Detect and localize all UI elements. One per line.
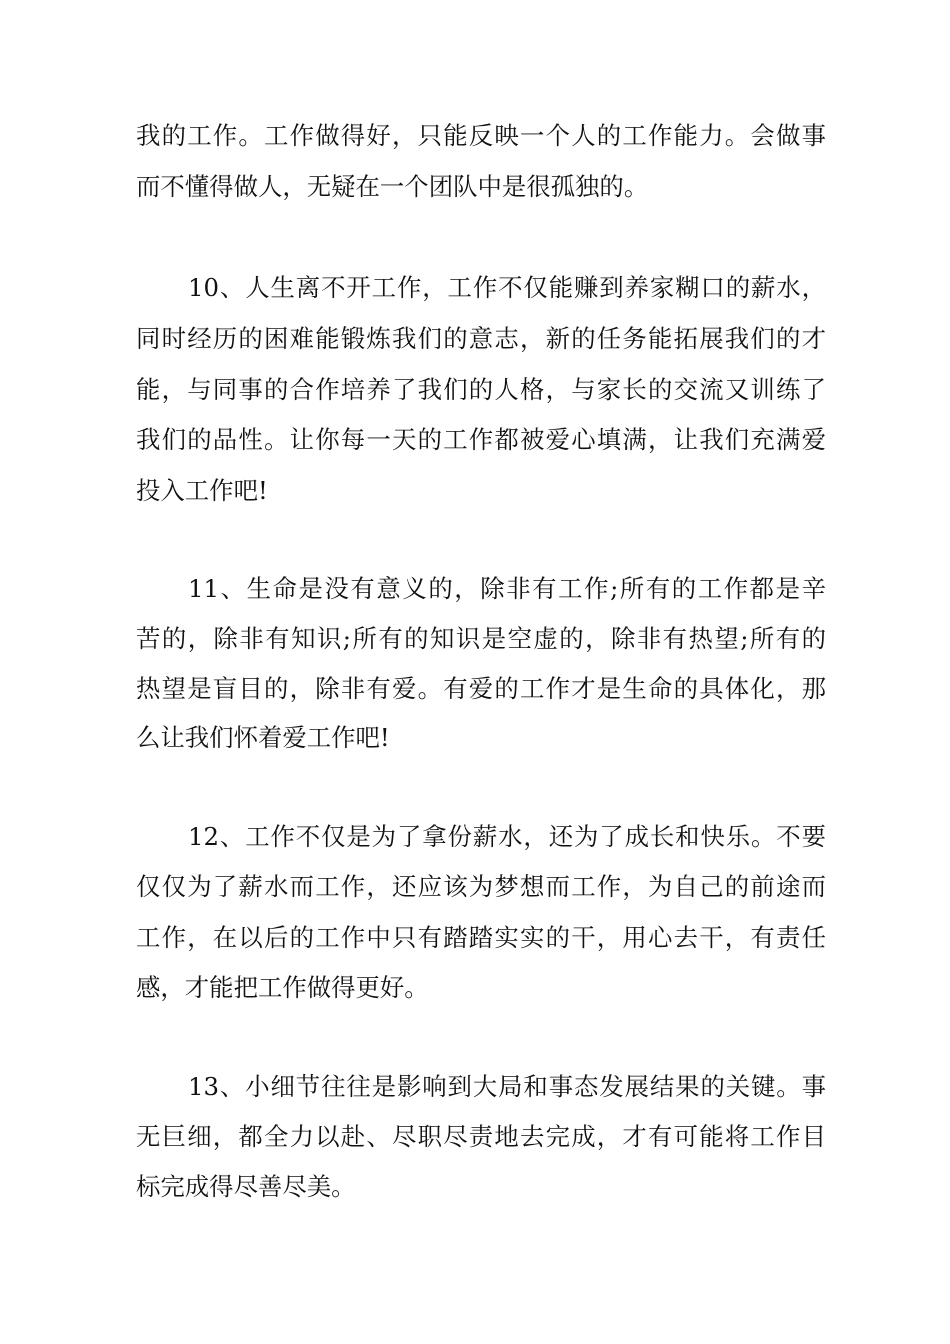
- paragraph-line: 工作，在以后的工作中只有踏踏实实的干，用心去干，有责任: [136, 923, 826, 952]
- paragraph-line: 热望是盲目的，除非有爱。有爱的工作才是生命的具体化，那: [136, 674, 826, 703]
- paragraph-line: 我们的品性。让你每一天的工作都被爱心填满，让我们充满爱: [136, 425, 826, 454]
- paragraph-line: 12、工作不仅是为了拿份薪水，还为了成长和快乐。不要: [188, 822, 826, 851]
- paragraph-line: 么让我们怀着爱工作吧!: [136, 723, 390, 752]
- paragraph-line: 仅仅为了薪水而工作，还应该为梦想而工作，为自己的前途而: [136, 872, 826, 901]
- paragraph-line: 感，才能把工作做得更好。: [136, 973, 429, 1002]
- paragraph-line: 10、人生离不开工作，工作不仅能赚到养家糊口的薪水，: [188, 273, 826, 302]
- paragraph-line: 13、小细节往往是影响到大局和事态发展结果的关键。事: [188, 1072, 826, 1101]
- paragraph-line: 投入工作吧!: [136, 476, 268, 505]
- paragraph-line: 标完成得尽善尽美。: [136, 1172, 356, 1201]
- paragraph-line: 苦的，除非有知识;所有的知识是空虚的，除非有热望;所有的: [136, 624, 826, 653]
- paragraph-line: 我的工作。工作做得好，只能反映一个人的工作能力。会做事: [136, 121, 826, 150]
- paragraph-line: 无巨细，都全力以赴、尽职尽责地去完成，才有可能将工作目: [136, 1122, 826, 1151]
- paragraph-line: 同时经历的困难能锻炼我们的意志，新的任务能拓展我们的才: [136, 324, 826, 353]
- paragraph-line: 能，与同事的合作培养了我们的人格，与家长的交流又训练了: [136, 375, 826, 404]
- paragraph-line: 而不懂得做人，无疑在一个团队中是很孤独的。: [136, 172, 649, 201]
- paragraph-line: 11、生命是没有意义的，除非有工作;所有的工作都是辛: [188, 574, 826, 603]
